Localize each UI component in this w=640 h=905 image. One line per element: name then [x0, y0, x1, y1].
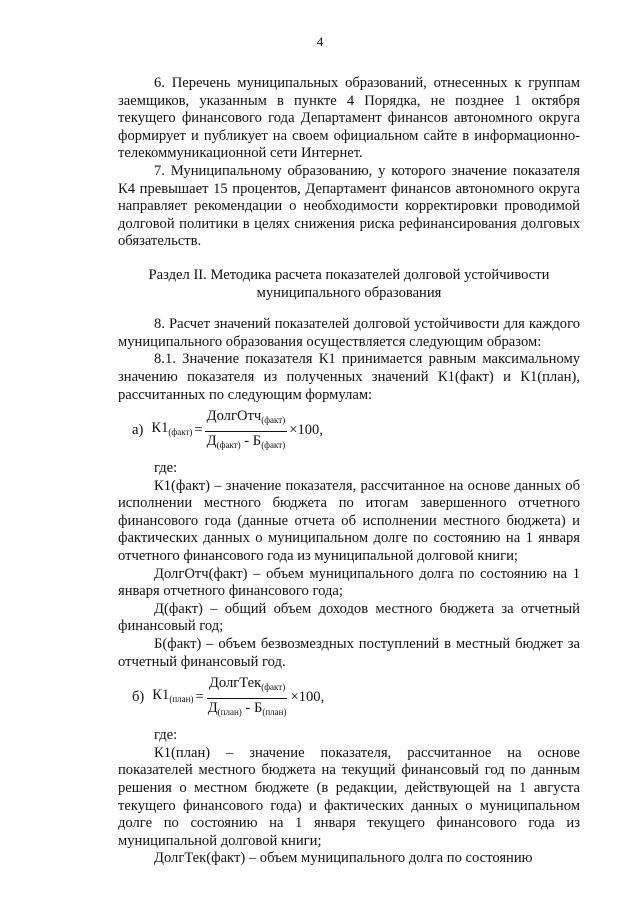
- formula-b-denominator: $Д_{(план)} - Б_{(план)}$: [207, 699, 287, 717]
- document-body: [118, 75, 580, 868]
- formula-a-denominator: $Д_{(факт)} - Б_{(факт)}$: [206, 432, 286, 450]
- definition-dolgtek-fact: ДолгТек(факт) – объем муниципального долга по состоянию: [154, 850, 533, 867]
- formula-a-lhs: $К1_{(факт)}$: [151, 420, 193, 438]
- definition-k1-fact: К1(факт) – значение показателя, рассчитанное на основе данных об исполнении местного бюджета по итогам завершенного отчетного финансового года (данные отчета об исполнении местного бюджета) и фактических данных о муниципальном долге по состоянию на 1 января отчетного финансового года из муниципальной долговой книги;: [118, 477, 580, 565]
- where-label-a: где:: [154, 460, 178, 477]
- definition-k1-plan: К1(план) – значение показателя, рассчитанное на основе показателей местного бюджета на текущий финансовый год по данным решения о местном бюджете (в редакции, действующей на 1 августа текущего финансового года) и фактических данных о муниципальном долге по состоянию на 1 января текущего финансового года из муниципальной долговой книги;: [118, 744, 580, 849]
- definition-dolgotch-fact: ДолгОтч(факт) – объем муниципального долга по состоянию на 1 января отчетного финансового года;: [118, 565, 580, 600]
- formula-b-equals: =: [195, 689, 204, 706]
- formula-a-fraction: [205, 408, 288, 454]
- formula-a: [118, 406, 580, 456]
- formula-b-label: б): [132, 689, 145, 706]
- section-heading: [118, 267, 580, 302]
- formula-b-lhs: $К1_{(план)}$: [152, 687, 194, 705]
- formula-a-equals: =: [194, 422, 203, 439]
- definition-b-fact: Б(факт) – объем безвозмездных поступлений в местный бюджет за отчетный финансовый год.: [118, 636, 580, 670]
- paragraph-6: 6. Перечень муниципальных образований, отнесенных к группам заемщиков, указанным в пункте 4 Порядка, не позднее 1 октября текущего финансового года Департамент финансов автономного округа формирует и публикует на своем официальном сайте в информационно-телекоммуникационной сети Интернет.: [118, 75, 580, 162]
- formula-a-label: а): [132, 422, 144, 439]
- paragraph-7: 7. Муниципальному образованию, у которого значение показателя К4 превышает 15 процентов, Департамент финансов автономного округа направляет рекомендации о необходимости корректировки проводимой долговой политики в целях снижения риска рефинансирования долговых обязательств.: [118, 162, 580, 250]
- paragraph-8: 8. Расчет значений показателей долговой устойчивости для каждого муниципального образования осуществляется следующим образом:: [118, 316, 580, 350]
- page-number: 4: [316, 34, 324, 49]
- formula-b-multiplier: ×100,: [290, 689, 325, 706]
- formula-b-fraction: [206, 675, 289, 721]
- paragraph-8-1: 8.1. Значение показателя К1 принимается равным максимальному значению показателя из полученных значений К1(факт) и К1(план), рассчитанных по следующим формулам:: [118, 351, 580, 403]
- section-heading-line-1: Раздел II. Методика расчета показателей долговой устойчивости: [148, 266, 550, 283]
- formula-a-numerator: ДолгОтч$_{(факт)}$: [205, 408, 288, 432]
- definition-d-fact: Д(факт) – общий объем доходов местного бюджета за отчетный финансовый год;: [118, 600, 580, 635]
- formula-a-multiplier: ×100,: [289, 422, 324, 439]
- formula-b: [118, 673, 580, 723]
- formula-b-numerator: ДолгТек$_{(факт)}$: [207, 675, 287, 699]
- where-label-b: где:: [154, 727, 178, 744]
- section-heading-line-2: муниципального образования: [256, 284, 442, 301]
